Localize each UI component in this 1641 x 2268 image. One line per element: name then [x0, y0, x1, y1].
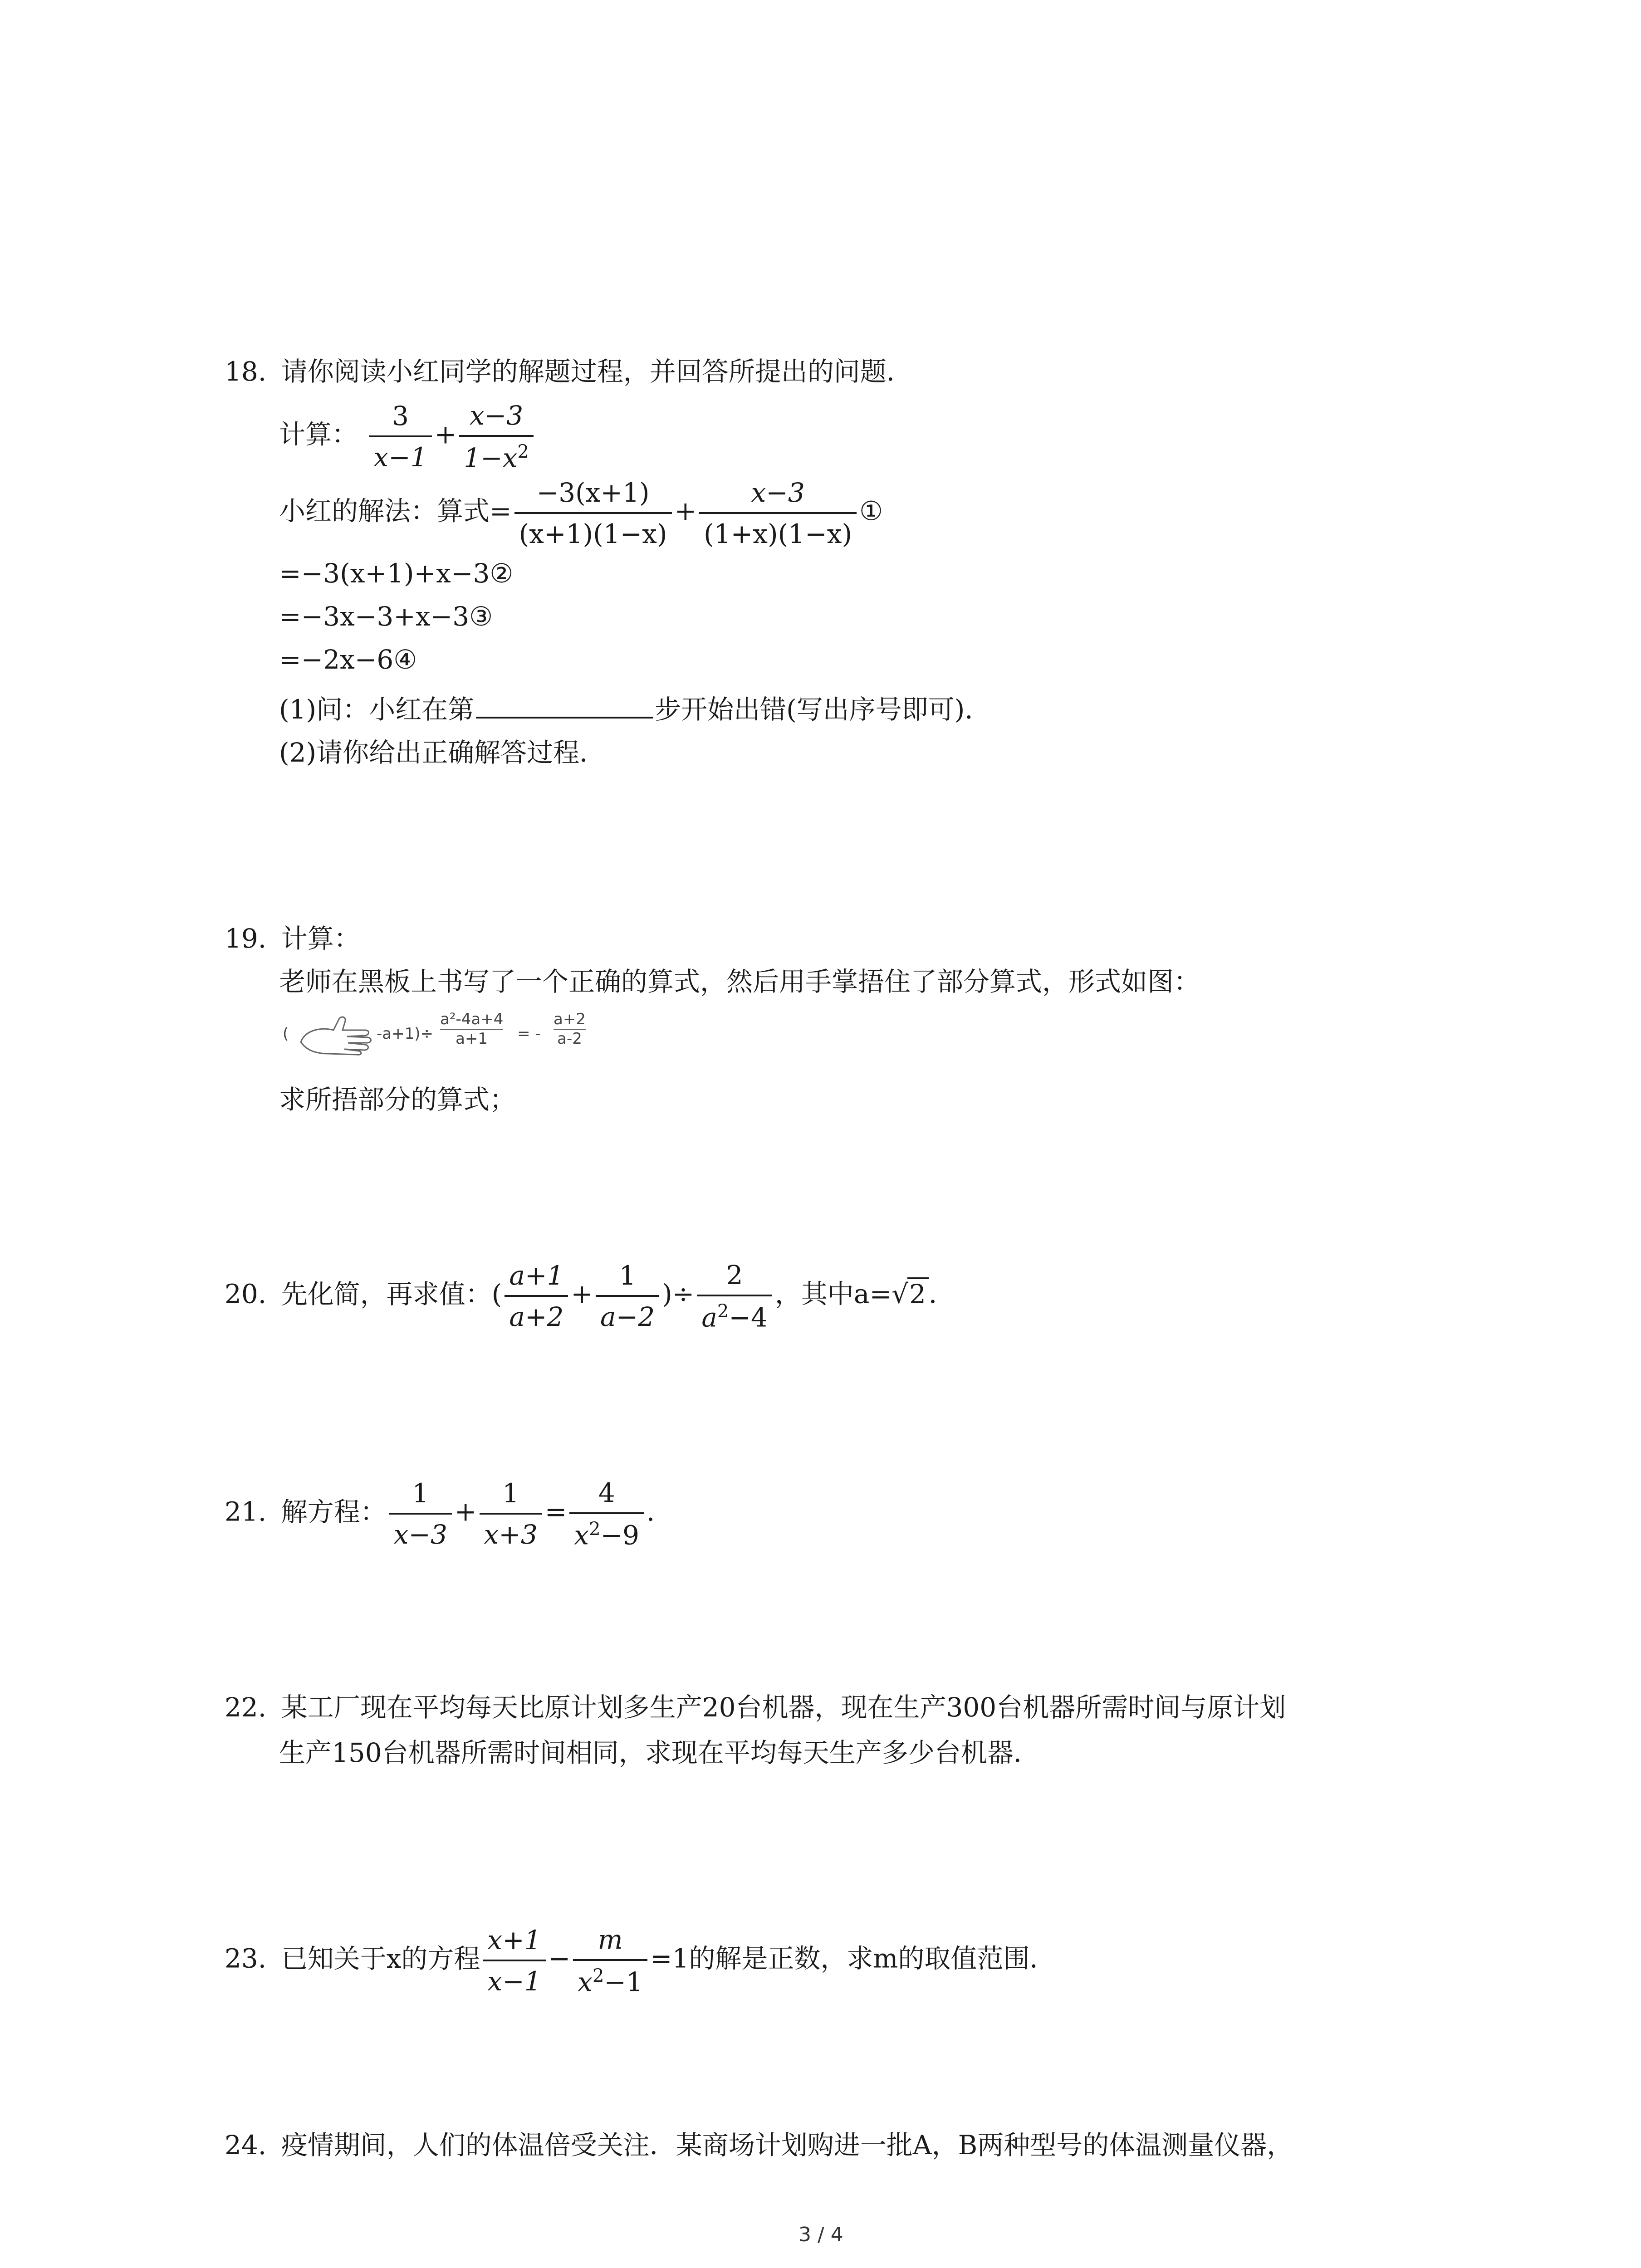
- step-marker-1: ①: [859, 495, 883, 527]
- q24-line-1: [225, 2132, 1293, 2158]
- fraction-denominator: x−1: [487, 1965, 541, 1997]
- figure-open-paren: (: [283, 1025, 289, 1043]
- fraction-denominator: [573, 1961, 647, 1999]
- q23-suffix: =1的解是正数，求m的取值范围．: [650, 1943, 1056, 1974]
- q24-text-1: 疫情期间，人们的体温倍受关注．某商场计划购进一批A，B两种型号的体温测量仪器，: [281, 2130, 1293, 2160]
- q18-solution-fraction-1: [514, 476, 672, 550]
- q22-text-2: 生产150台机器所需时间相同，求现在平均每天生产多少台机器．: [279, 1737, 1040, 1768]
- q19-number: 19.: [225, 923, 267, 954]
- q18-number: 18.: [225, 356, 267, 387]
- q23-line: [225, 1923, 1056, 1998]
- fraction-numerator: x−3: [459, 399, 534, 437]
- fraction-denominator: (1+x)(1−x): [704, 518, 852, 549]
- q18-stem-line: [225, 358, 913, 385]
- denominator-base: a: [701, 1301, 717, 1333]
- sqrt-radicand: 2: [907, 1277, 929, 1307]
- fraction-denominator: x+3: [484, 1519, 538, 1550]
- q18-stem: 请你阅读小红同学的解题过程，并回答所提出的问题．: [281, 356, 913, 387]
- sqrt-icon: √: [892, 1278, 909, 1310]
- denominator-tail: −9: [600, 1519, 640, 1550]
- q20-end: ．: [928, 1278, 955, 1310]
- fraction-denominator: a+1: [456, 1029, 488, 1048]
- q18-part-1-prefix: (1)问：小红在第: [279, 694, 475, 725]
- hand-icon: [297, 1010, 374, 1056]
- q21-line: [225, 1476, 673, 1551]
- fraction-denominator: a+2: [509, 1301, 564, 1332]
- plus-sign: +: [571, 1278, 593, 1310]
- q20-label: 先化简，再求值：(: [281, 1278, 502, 1310]
- plus-sign: +: [454, 1496, 477, 1527]
- plus-sign: +: [434, 419, 457, 450]
- q20-fraction-1: [505, 1259, 568, 1333]
- figure-middle-text: -a+1)÷: [377, 1025, 433, 1043]
- fraction-numerator: 2: [697, 1259, 772, 1296]
- denominator-base: x: [574, 1519, 589, 1550]
- denominator-exponent: 2: [717, 1300, 729, 1322]
- denominator-exponent: 2: [592, 1965, 604, 1986]
- minus-sign: −: [548, 1943, 571, 1974]
- q20-fraction-3: [697, 1259, 772, 1334]
- q22-text-1: 某工厂现在平均每天比原计划多生产20台机器，现在生产300台机器所需时间与原计划: [281, 1692, 1286, 1723]
- q18-step-4: =−2x−6④: [279, 644, 417, 675]
- q23-prefix: 已知关于x的方程: [281, 1943, 480, 1974]
- fraction-numerator: 4: [569, 1476, 644, 1514]
- q18-solution-fraction-2: [699, 476, 857, 550]
- q18-calc-fraction-2: [459, 399, 534, 474]
- fraction-denominator: a−2: [600, 1301, 655, 1332]
- q19-label-line: [225, 925, 360, 952]
- plus-sign: +: [674, 495, 697, 527]
- q21-fraction-1: [389, 1477, 452, 1551]
- q21-end: ．: [647, 1496, 673, 1527]
- fraction-denominator: [697, 1296, 772, 1334]
- q20-fraction-2: [596, 1259, 659, 1333]
- q24-number: 24.: [225, 2130, 267, 2160]
- q21-number: 21.: [225, 1496, 267, 1527]
- q19-description: 老师在黑板上书写了一个正确的算式，然后用手掌捂住了部分算式，形式如图：: [279, 966, 1200, 997]
- q20-line: [225, 1259, 955, 1334]
- q21-fraction-2: [480, 1477, 542, 1551]
- q22-line-1: [225, 1694, 1286, 1721]
- fraction-denominator: [569, 1514, 644, 1552]
- q23-fraction-1: [483, 1924, 545, 1998]
- denominator-tail: −4: [729, 1301, 768, 1333]
- q18-calc-line: [279, 399, 536, 474]
- fraction-numerator: a+1: [505, 1259, 568, 1297]
- figure-equals: = -: [517, 1025, 541, 1043]
- fraction-denominator: x−1: [373, 441, 427, 473]
- fraction-numerator: −3(x+1): [514, 476, 672, 514]
- q18-calc-label: 计算：: [279, 419, 358, 450]
- q18-solution-line: [279, 476, 883, 550]
- figure-fraction-1: [440, 1010, 503, 1048]
- q20-condition: ，其中a=: [774, 1278, 892, 1310]
- fraction-numerator: a²-4a+4: [440, 1010, 503, 1030]
- fraction-numerator: 3: [369, 400, 431, 437]
- answer-blank[interactable]: [476, 694, 653, 719]
- fraction-numerator: 1: [596, 1259, 659, 1297]
- fraction-numerator: x−3: [699, 476, 857, 514]
- equals-sign: =: [544, 1496, 567, 1527]
- q18-step-2: =−3(x+1)+x−3②: [279, 558, 514, 589]
- fraction-numerator: 1: [480, 1477, 542, 1515]
- page-number: 3 / 4: [798, 2223, 843, 2246]
- division-sign: )÷: [662, 1278, 695, 1310]
- q18-step-3: =−3x−3+x−3③: [279, 601, 493, 632]
- figure-fraction-2: [554, 1010, 586, 1048]
- q19-ask: 求所捂部分的算式；: [279, 1084, 516, 1115]
- q18-part-2: (2)请你给出正确解答过程．: [279, 737, 606, 768]
- fraction-denominator: [459, 437, 534, 474]
- denominator-exponent: 2: [517, 441, 529, 462]
- fraction-numerator: a+2: [554, 1010, 586, 1030]
- q18-part-1: [279, 694, 991, 723]
- q21-fraction-3: [569, 1476, 644, 1551]
- denominator-exponent: 2: [589, 1518, 601, 1540]
- q23-number: 23.: [225, 1943, 267, 1974]
- q18-calc-fraction-1: [369, 400, 431, 474]
- fraction-numerator: x+1: [483, 1924, 545, 1961]
- denominator-base: x: [578, 1966, 593, 1997]
- fraction-numerator: 1: [389, 1477, 452, 1515]
- q19-hand-figure: [279, 1009, 592, 1059]
- q21-label: 解方程：: [281, 1496, 387, 1527]
- denominator-tail: −1: [604, 1966, 643, 1997]
- q18-solution-label: 小红的解法：算式=: [279, 495, 512, 527]
- denominator-base: 1−x: [464, 442, 518, 473]
- fraction-denominator: a-2: [557, 1029, 582, 1048]
- fraction-denominator: x−3: [393, 1519, 447, 1550]
- q23-fraction-2: [573, 1923, 647, 1998]
- fraction-denominator: (x+1)(1−x): [519, 518, 667, 549]
- q18-part-1-suffix: 步开始出错(写出序号即可)．: [655, 694, 991, 725]
- fraction-numerator: m: [573, 1923, 647, 1961]
- q20-number: 20.: [225, 1278, 267, 1310]
- q19-label: 计算：: [281, 923, 360, 954]
- q22-number: 22.: [225, 1692, 267, 1723]
